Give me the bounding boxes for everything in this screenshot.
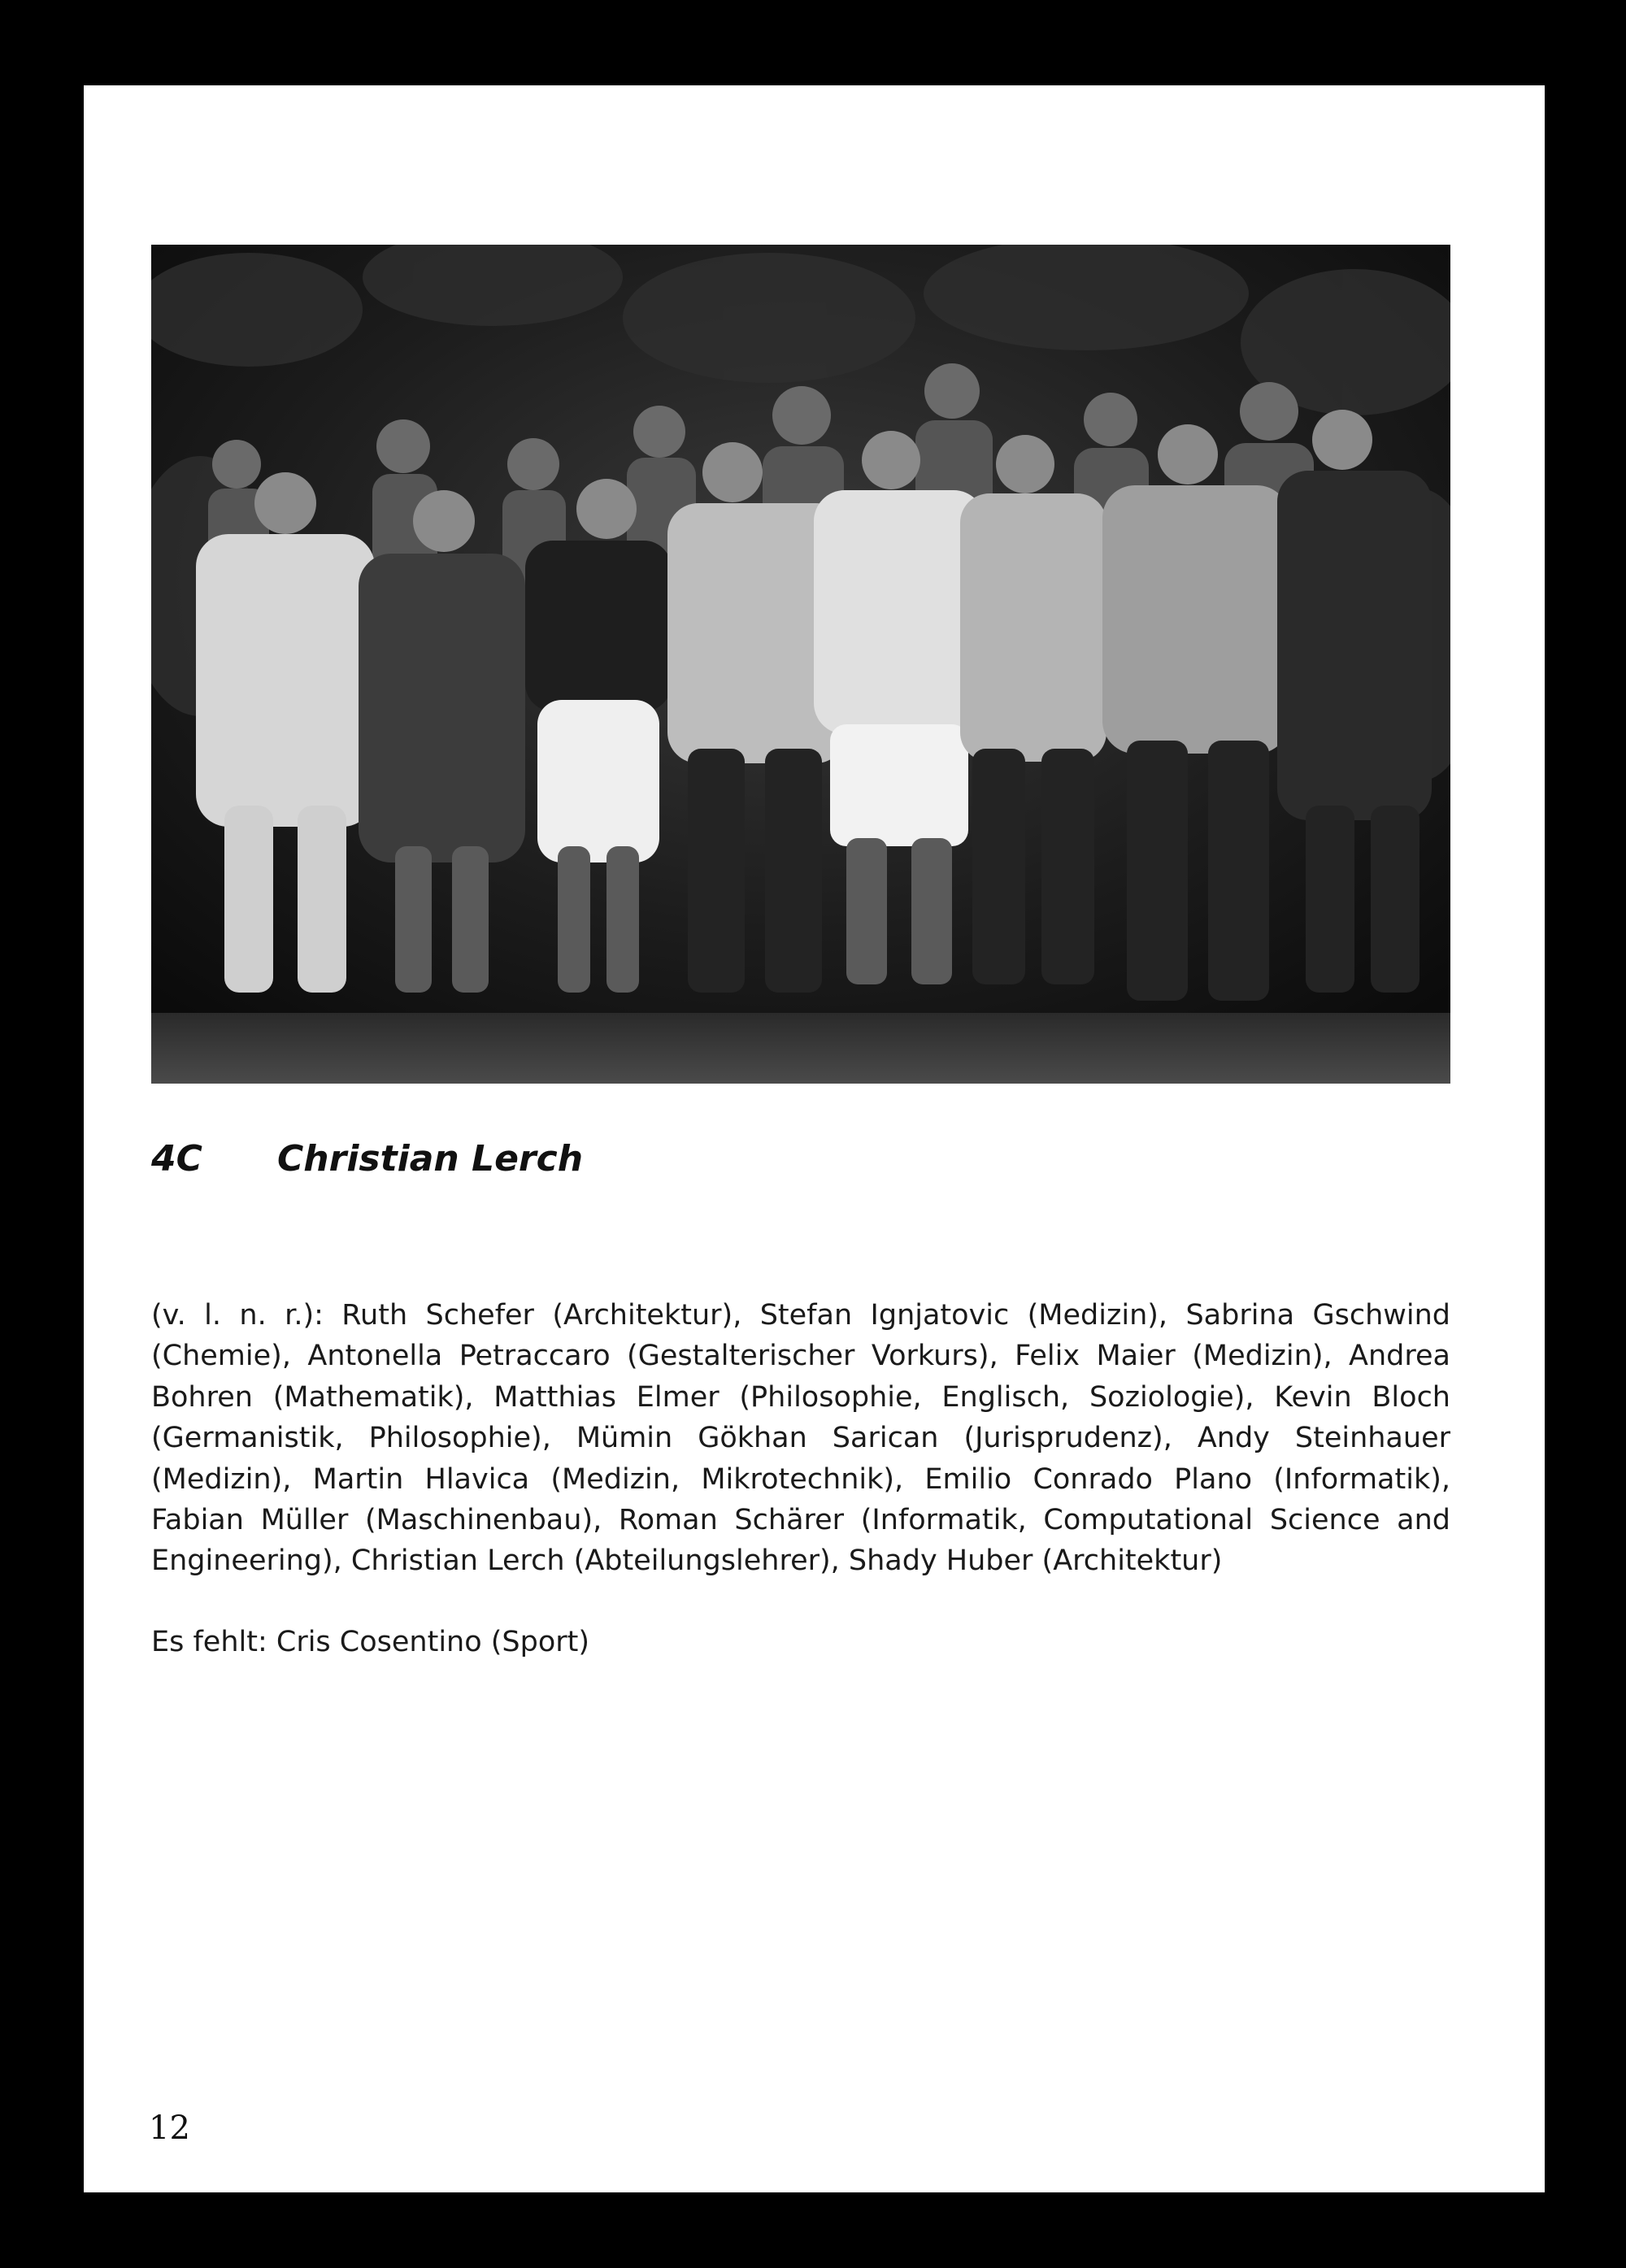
teacher-name: Christian Lerch (277, 1138, 584, 1180)
group-photo-icon (151, 245, 1450, 1084)
class-code: 4C (151, 1138, 202, 1180)
absent-note: Es fehlt: Cris Cosentino (Sport) (151, 1626, 590, 1658)
class-group-photo (151, 245, 1450, 1084)
photo-caption: (v. l. n. r.): Ruth Schefer (Architektur), Stefan Ignjatovic (Medizin), Sabrina Gschwind (Chemie), Antonella Petraccaro (Gestalterischer Vorkurs), Felix Maier (Medizin), Andrea Bohren (Mathematik), Matthias Elmer (Philosophie, Englisch, Soziologie), Kevin Bloch (Germanistik, Philosophie), Mümin Gökhan Sarican (Jurisprudenz), Andy Steinhauer (Medizin), Martin Hlavica (Medizin, Mikrotechnik), Emilio Conrado Plano (Informatik), Fabian Müller (Maschinenbau), Roman Schärer (Informatik, Computational Science and Engineering), Christian Lerch (Abteilungslehrer), Shady Huber (Architektur) (151, 1299, 1450, 1578)
page-number: 12 (149, 2109, 190, 2147)
document-page (84, 85, 1545, 2192)
